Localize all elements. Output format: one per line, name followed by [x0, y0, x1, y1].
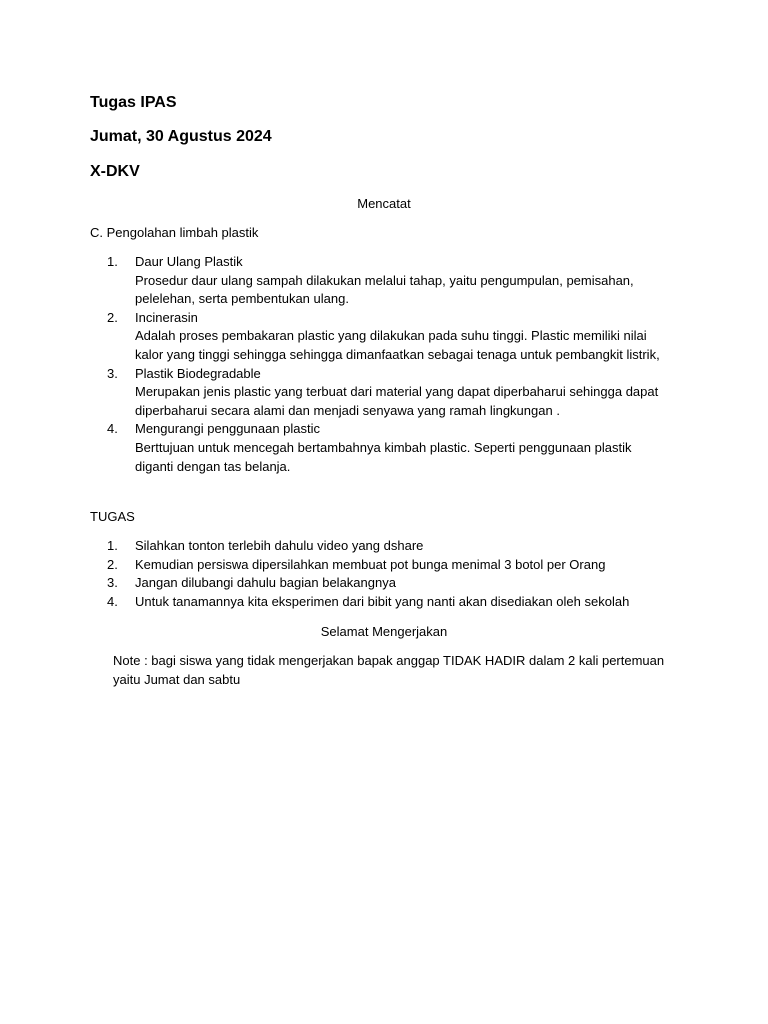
list-item-description: Prosedur daur ulang sampah dilakukan melalui tahap, yaitu pengumpulan, pemisahan, pelelehan, serta pembentukan ulang.	[135, 272, 634, 307]
task-text: Silahkan tonton terlebih dahulu video yang dshare	[135, 538, 424, 553]
list-item	[90, 593, 670, 612]
document-class: X-DKV	[90, 163, 140, 180]
tasks-list	[90, 537, 670, 611]
list-item-title: Plastik Biodegradable	[135, 365, 261, 381]
list-item-title: Daur Ulang Plastik	[135, 254, 243, 269]
task-text: Kemudian persiswa dipersilahkan membuat pot bunga menimal 3 botol per Orang	[135, 556, 606, 572]
task-text: Jangan dilubangi dahulu bagian belakangnya	[135, 575, 396, 591]
list-item-title: Incinerasin	[135, 309, 198, 325]
subheading: C. Pengolahan limbah plastik	[90, 225, 259, 240]
list-number: 1.	[107, 538, 118, 553]
list-item	[90, 253, 670, 309]
list-number: 1.	[107, 254, 118, 269]
list-item	[90, 574, 670, 593]
closing-text: Selamat Mengerjakan	[320, 624, 448, 639]
list-item	[90, 309, 670, 365]
section-title: Mencatat	[357, 196, 411, 211]
list-number: 4.	[107, 421, 118, 437]
list-item	[90, 537, 670, 556]
document-title: Tugas IPAS	[90, 94, 177, 111]
list-number: 2.	[107, 309, 118, 325]
task-text: Untuk tanamannya kita eksperimen dari bibit yang nanti akan disediakan oleh sekolah	[135, 593, 630, 609]
list-item-description: Berttujuan untuk mencegah bertambahnya kimbah plastic. Seperti penggunaan plastik diganti dengan tas belanja.	[135, 439, 632, 474]
list-item-description: Merupakan jenis plastic yang terbuat dari material yang dapat diperbaharui sehingga dapat diperbaharui secara alami dan menjadi senyawa yang ramah lingkungan .	[135, 384, 659, 418]
list-item	[90, 420, 670, 476]
document-date: Jumat, 30 Agustus 2024	[90, 128, 272, 145]
list-item	[90, 556, 670, 575]
note-text: Note : bagi siswa yang tidak mengerjakan bapak anggap TIDAK HADIR dalam 2 kali pertemuan yaitu Jumat dan sabtu	[113, 653, 665, 687]
notes-list	[90, 253, 670, 476]
list-item	[90, 365, 670, 421]
list-number: 3.	[107, 575, 118, 591]
tasks-heading: TUGAS	[90, 509, 135, 524]
list-number: 3.	[107, 365, 118, 381]
list-number: 4.	[107, 593, 118, 609]
list-item-title: Mengurangi penggunaan plastic	[135, 421, 321, 437]
list-item-description: Adalah proses pembakaran plastic yang dilakukan pada suhu tinggi. Plastic memiliki nilai kalor yang tinggi sehingga sehingga dimanfaatkan sebagai tenaga untuk pembangkit listrik,	[135, 328, 660, 362]
list-number: 2.	[107, 556, 118, 572]
